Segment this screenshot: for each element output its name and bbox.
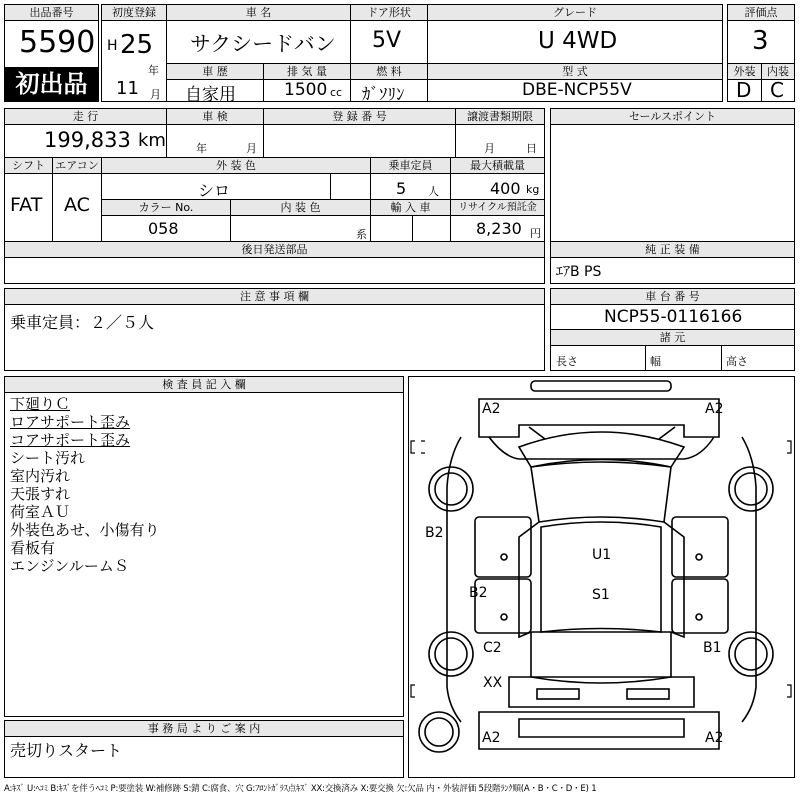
inspection-year-unit: 年: [196, 142, 207, 155]
inspector-notes: [10, 395, 160, 575]
inspector-note-line: エンジンルームＳ: [10, 557, 129, 575]
inspector-note-line: 看板有: [10, 539, 56, 557]
score: 3: [752, 26, 769, 56]
mark-front-left: A2: [482, 401, 501, 417]
exterior-color: シロ: [198, 181, 231, 200]
inspector-note-line: 天張すれ: [10, 485, 71, 503]
lot-number: 5590: [19, 25, 96, 60]
chassis-label: 車 台 番 号: [551, 289, 794, 305]
first-registration-label: 初度登録: [102, 5, 166, 21]
first-registration-year: 25: [120, 30, 154, 60]
year-unit: 年: [148, 64, 159, 77]
shift-label: シフト: [5, 158, 52, 174]
mark-left-front-door: B2: [425, 525, 444, 541]
transfer-month-unit: 月: [484, 142, 495, 155]
mark-rear-left: C2: [483, 640, 502, 656]
inspector-note-line: ロアサポート歪み: [10, 413, 131, 431]
length-label: 長さ: [556, 355, 578, 368]
office-label: 事 務 局 よ り ご 案 内: [5, 721, 403, 737]
exterior-grade-label: 外装: [728, 64, 761, 80]
mark-center-rear: B2: [469, 585, 488, 601]
first-registration-month: 11: [116, 78, 139, 99]
sales-points-label: セールスポイント: [551, 109, 794, 125]
mark-rear-bumper: XX: [483, 675, 503, 691]
history-label: 車 歴: [167, 64, 263, 80]
chassis-number: NCP55-0116166: [604, 307, 743, 327]
grade: U 4WD: [538, 28, 618, 54]
import-label: 輸 入 車: [371, 200, 450, 216]
mark-front-right: A2: [705, 401, 724, 417]
fuel-label: 燃 料: [351, 64, 427, 80]
first-listing-badge: 初出品: [5, 67, 98, 101]
mark-roof: U1: [592, 547, 612, 563]
transfer-day-unit: 日: [526, 142, 537, 155]
capacity: 5: [396, 179, 407, 198]
door-label: ドア形状: [351, 5, 427, 21]
width-label: 幅: [650, 355, 661, 368]
inspector-note-line: 外装色あせ、小傷有り: [10, 521, 160, 539]
damage-diagram: [408, 376, 795, 778]
caution-text: 乗車定員：２／５人: [10, 313, 155, 332]
caution-label: 注 意 事 項 欄: [5, 289, 544, 305]
genuine-equipment-label: 純 正 装 備: [551, 242, 794, 258]
office-text: 売切りスタート: [10, 741, 123, 760]
history: 自家用: [185, 85, 236, 105]
exterior-color-label: 外 装 色: [102, 158, 370, 174]
color-number: 058: [148, 219, 179, 238]
mark-rear-right: B1: [703, 640, 722, 656]
inspector-note-line: 下廻りＣ: [10, 395, 71, 413]
exterior-grade: D: [736, 78, 752, 102]
height-label: 高さ: [726, 355, 748, 368]
model-code-label: 型 式: [428, 64, 722, 80]
inspector-note-line: コアサポート歪み: [10, 431, 131, 449]
inspector-label: 検 査 員 記 入 欄: [5, 377, 403, 393]
car-outline-diagram: [409, 377, 794, 777]
registration-number-label: 登 録 番 号: [264, 109, 455, 125]
car-name-label: 車 名: [167, 5, 350, 21]
dimensions-label: 諸 元: [551, 330, 794, 346]
ac: AC: [64, 194, 90, 216]
inspector-note-line: 荷室ＡＵ: [10, 503, 71, 521]
fuel: ｶﾞｿﾘﾝ: [362, 85, 405, 105]
damage-legend: A:ｷｽﾞ U:ﾍｺﾐ B:ｷｽﾞを伴うﾍｺﾐ P:要塗装 W:補修跡 S:錆 C:腐食、穴 G:ﾌﾛﾝﾄｶﾞﾗｽ点ｷｽﾞ XX:交換済み X:要交換 欠:欠品 内・外装評価 5段階ﾗﾝｸ順(A・B・C・D・E) 1: [4, 784, 597, 794]
inspection-month-unit: 月: [246, 142, 257, 155]
lot-number-box: [4, 4, 99, 102]
max-load-unit: kg: [526, 183, 540, 196]
score-label: 評価点: [728, 5, 794, 21]
mileage-label: 走 行: [5, 109, 166, 125]
recycle-fee: 8,230: [476, 219, 522, 238]
capacity-label: 乗車定員: [371, 158, 450, 174]
later-parts-label: 後日発送部品: [5, 242, 544, 258]
capacity-unit: 人: [428, 185, 439, 198]
shift: FAT: [10, 194, 43, 216]
interior-color-unit: 系: [356, 228, 367, 241]
displacement: 1500: [284, 80, 328, 100]
mark-seat: S1: [592, 587, 610, 603]
mileage: 199,833: [44, 128, 131, 152]
interior-grade-label: 内装: [762, 64, 794, 80]
color-number-label: カラー No.: [102, 200, 230, 216]
inspector-note-line: 室内汚れ: [10, 467, 71, 485]
car-name: サクシードバン: [190, 32, 336, 56]
transfer-deadline-label: 譲渡書類期限: [456, 109, 544, 125]
recycle-unit: 円: [530, 227, 541, 240]
displacement-unit: cc: [330, 86, 343, 99]
lot-number-label: 出品番号: [5, 5, 98, 21]
grade-label: グレード: [428, 5, 722, 21]
mileage-unit: km: [138, 130, 166, 151]
inspector-note-line: シート汚れ: [10, 449, 86, 467]
inspection-label: 車 検: [167, 109, 263, 125]
ac-label: エアコン: [53, 158, 101, 174]
mark-rear-bottom-left: A2: [482, 730, 501, 746]
interior-grade: C: [770, 78, 784, 102]
model-code: DBE-NCP55V: [522, 80, 632, 100]
interior-color-label: 内 装 色: [231, 200, 370, 216]
displacement-label: 排 気 量: [264, 64, 350, 80]
recycle-label: リサイクル預託金: [451, 200, 544, 216]
month-unit: 月: [150, 88, 161, 101]
mark-rear-bottom-right: A2: [705, 730, 724, 746]
door-type: 5V: [372, 28, 402, 53]
genuine-equipment: ｴｱB PS: [556, 264, 602, 280]
max-load: 400: [490, 179, 521, 198]
first-registration-era: H: [107, 38, 118, 54]
max-load-label: 最大積載量: [451, 158, 544, 174]
